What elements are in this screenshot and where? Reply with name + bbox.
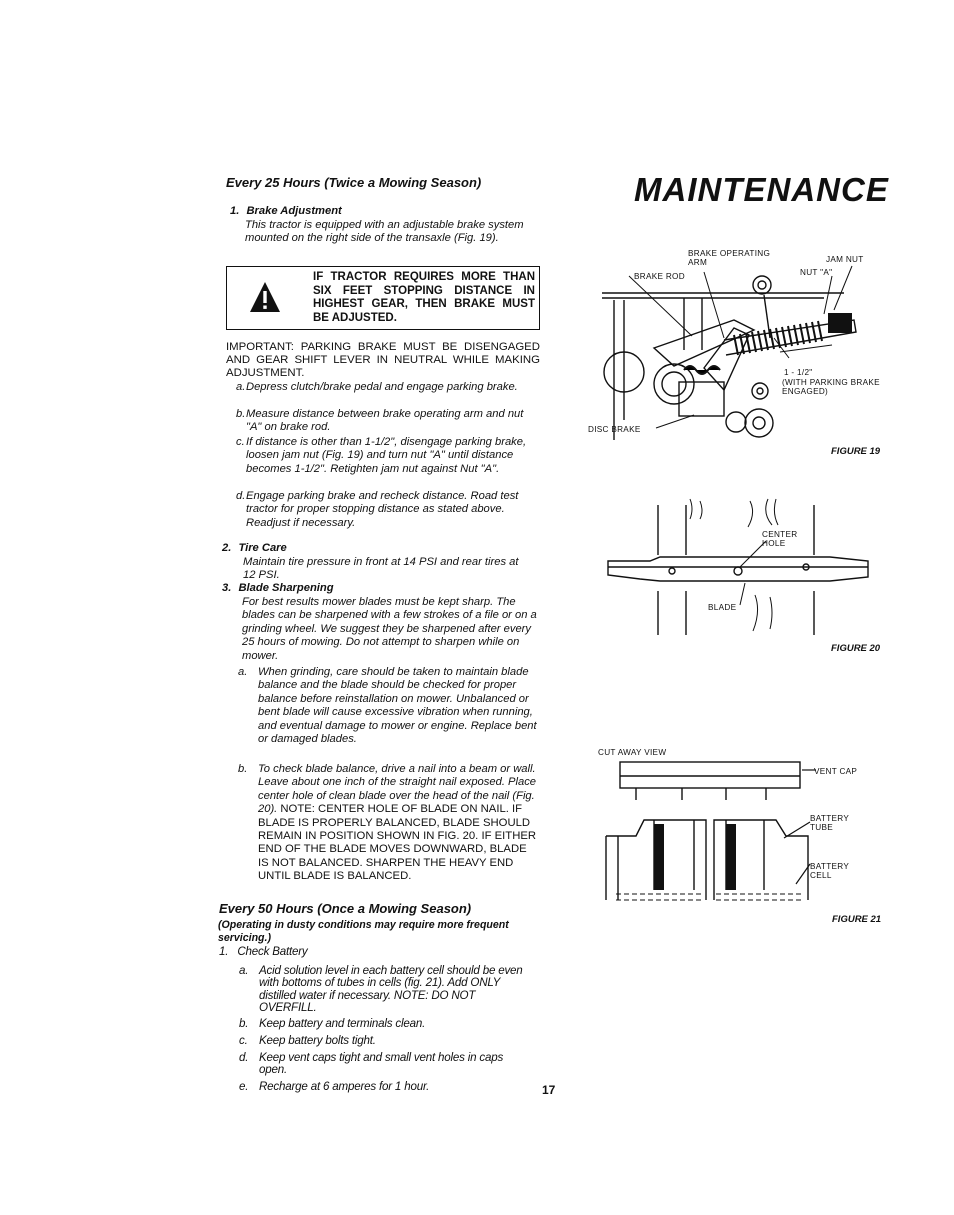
list-item [236,436,539,476]
list-key: e. [239,1080,249,1093]
brake-adjustment-text: This tractor is equipped with an adjustable brake system mounted on the right side of the transaxle (Fig. 19). [245,219,524,245]
warning-icon [249,281,281,313]
label-brake-operating-arm: BRAKE OPERATING ARM [688,249,771,268]
list-text: Keep battery bolts tight. [259,1034,376,1047]
page-number: 17 [542,1083,556,1097]
list-key: a. [236,381,246,393]
list-key: c. [236,436,245,448]
list-item [236,408,539,435]
list-item [239,1035,531,1047]
item-brake-adjustment-title [230,205,342,217]
list-key: c. [239,1034,248,1047]
item-title: Blade Sharpening [238,582,334,594]
list-text-caps: NOTE: CENTER HOLE OF BLADE ON NAIL. IF BLADE IS PROPERLY BALANCED, BLADE SHOULD REMAIN IN POSITION SHOWN IN FIG. 20. IF EITHER END OF THE BLADE MOVES DOWNWARD, BLADE IS NOT BALANCED. SHARPEN THE HEAVY END UNTIL BLADE IS BALANCED. [258,803,537,883]
label-jam-nut: JAM NUT [826,255,864,264]
tire-care-text: Maintain tire pressure in front at 14 PSI and rear tires at 12 PSI. [243,556,519,582]
list-text: Depress clutch/brake pedal and engage parking brake. [246,381,518,393]
list-key: b. [239,1017,249,1030]
item-number: 1. [219,945,229,958]
list-text: Acid solution level in each battery cell should be even with bottoms of tubes in cells (fig. 21). Add ONLY distilled water if necessary. NOTE: DO NOT OVERFILL. [259,964,523,1015]
label-center-hole: CENTER HOLE [762,530,798,549]
item-title: Check Battery [237,945,308,958]
list-text: Keep vent caps tight and small vent holes in caps open. [259,1051,504,1077]
label-battery-tube: BATTERY TUBE [810,814,849,833]
list-key: a. [239,964,249,977]
list-item [239,1018,531,1030]
list-item [238,763,538,884]
list-key: b. [236,408,246,420]
list-text: When grinding, care should be taken to maintain blade balance and the blade should be checked for proper balance before reinstallation on mower. Unbalanced or bent blade will cause excessive vibration when running, and eventual damage to mower or engine. Replace bent or damaged blades. [258,666,537,746]
section-heading-25-hours: Every 25 Hours (Twice a Mowing Season) [226,175,482,190]
list-text: Recharge at 6 amperes for 1 hour. [259,1080,430,1093]
list-item [236,381,539,394]
item-blade-sharpening-title [222,582,334,594]
list-key: d. [239,1051,249,1064]
list-text [258,763,538,884]
label-nut-a: NUT "A" [800,268,833,277]
list-item [239,1081,531,1093]
list-key: d. [236,490,246,502]
label-disc-brake: DISC BRAKE [588,425,641,434]
label-measure: 1 - 1/2" [784,368,813,377]
item-number: 1. [230,205,240,217]
list-key: a. [238,666,248,678]
blade-balance-drawing [600,495,894,657]
page-title: MAINTENANCE [634,171,889,208]
item-check-battery-title [219,946,308,958]
figure-caption: FIGURE 21 [832,914,882,925]
list-text: If distance is other than 1-1/2", disengage parking brake, loosen jam nut (Fig. 19) and turn nut "A" until distance becomes 1-1/2". Retighten jam nut against Nut "A". [246,436,527,475]
item-number: 2. [222,542,232,554]
warning-box [226,266,540,330]
item-title: Brake Adjustment [246,205,342,217]
list-item [239,965,531,1015]
battery-cutaway-drawing [596,758,894,908]
list-text: Keep battery and terminals clean. [259,1017,426,1030]
list-item [239,1052,531,1077]
list-text-italic: To check blade balance, drive a nail into a beam or wall. Leave about one inch of the straight nail exposed. Place center hole of clean blade over the head of the nail (Fig. 20). [258,763,537,816]
section-heading-50-hours: Every 50 Hours (Once a Mowing Season) [219,901,472,916]
figure-20 [600,495,894,657]
list-text: Measure distance between brake operating arm and nut "A" on brake rod. [246,408,524,434]
figure-19 [584,240,894,462]
figure-caption: FIGURE 20 [831,643,881,654]
list-key: b. [238,763,248,775]
figure-caption: FIGURE 19 [831,446,881,457]
section2-subnote: (Operating in dusty conditions may require more frequent servicing.) [218,919,509,944]
label-brake-rod: BRAKE ROD [634,272,685,281]
blade-sharpening-text: For best results mower blades must be kept sharp. The blades can be sharpened with a few strokes of a file or on a grinding wheel. We suggest they be sharpened after every 25 hours of mowing. Do not attempt to sharpen while on mower. [242,596,537,662]
label-with-parking: (WITH PARKING BRAKE ENGAGED) [782,378,880,397]
important-note: IMPORTANT: PARKING BRAKE MUST BE DISENGAGED AND GEAR SHIFT LEVER IN NEUTRAL WHILE MAKING ADJUSTMENT. [226,341,540,380]
item-number: 3. [222,582,232,594]
list-text: Engage parking brake and recheck distance. Road test tractor for proper stopping distance as stated above. Readjust if necessary. [246,490,519,529]
label-cut-away-view: CUT AWAY VIEW [598,748,667,757]
label-vent-cap: VENT CAP [814,767,858,776]
label-blade: BLADE [708,603,737,612]
list-item [238,666,538,746]
label-battery-cell: BATTERY CELL [810,862,849,881]
figure-21 [596,746,894,928]
warning-text: IF TRACTOR REQUIRES MORE THAN SIX FEET STOPPING DISTANCE IN HIGHEST GEAR, THEN BRAKE MUST BE ADJUSTED. [313,271,535,324]
item-tire-care-title [222,542,287,554]
list-item [236,490,539,530]
item-title: Tire Care [238,542,287,554]
